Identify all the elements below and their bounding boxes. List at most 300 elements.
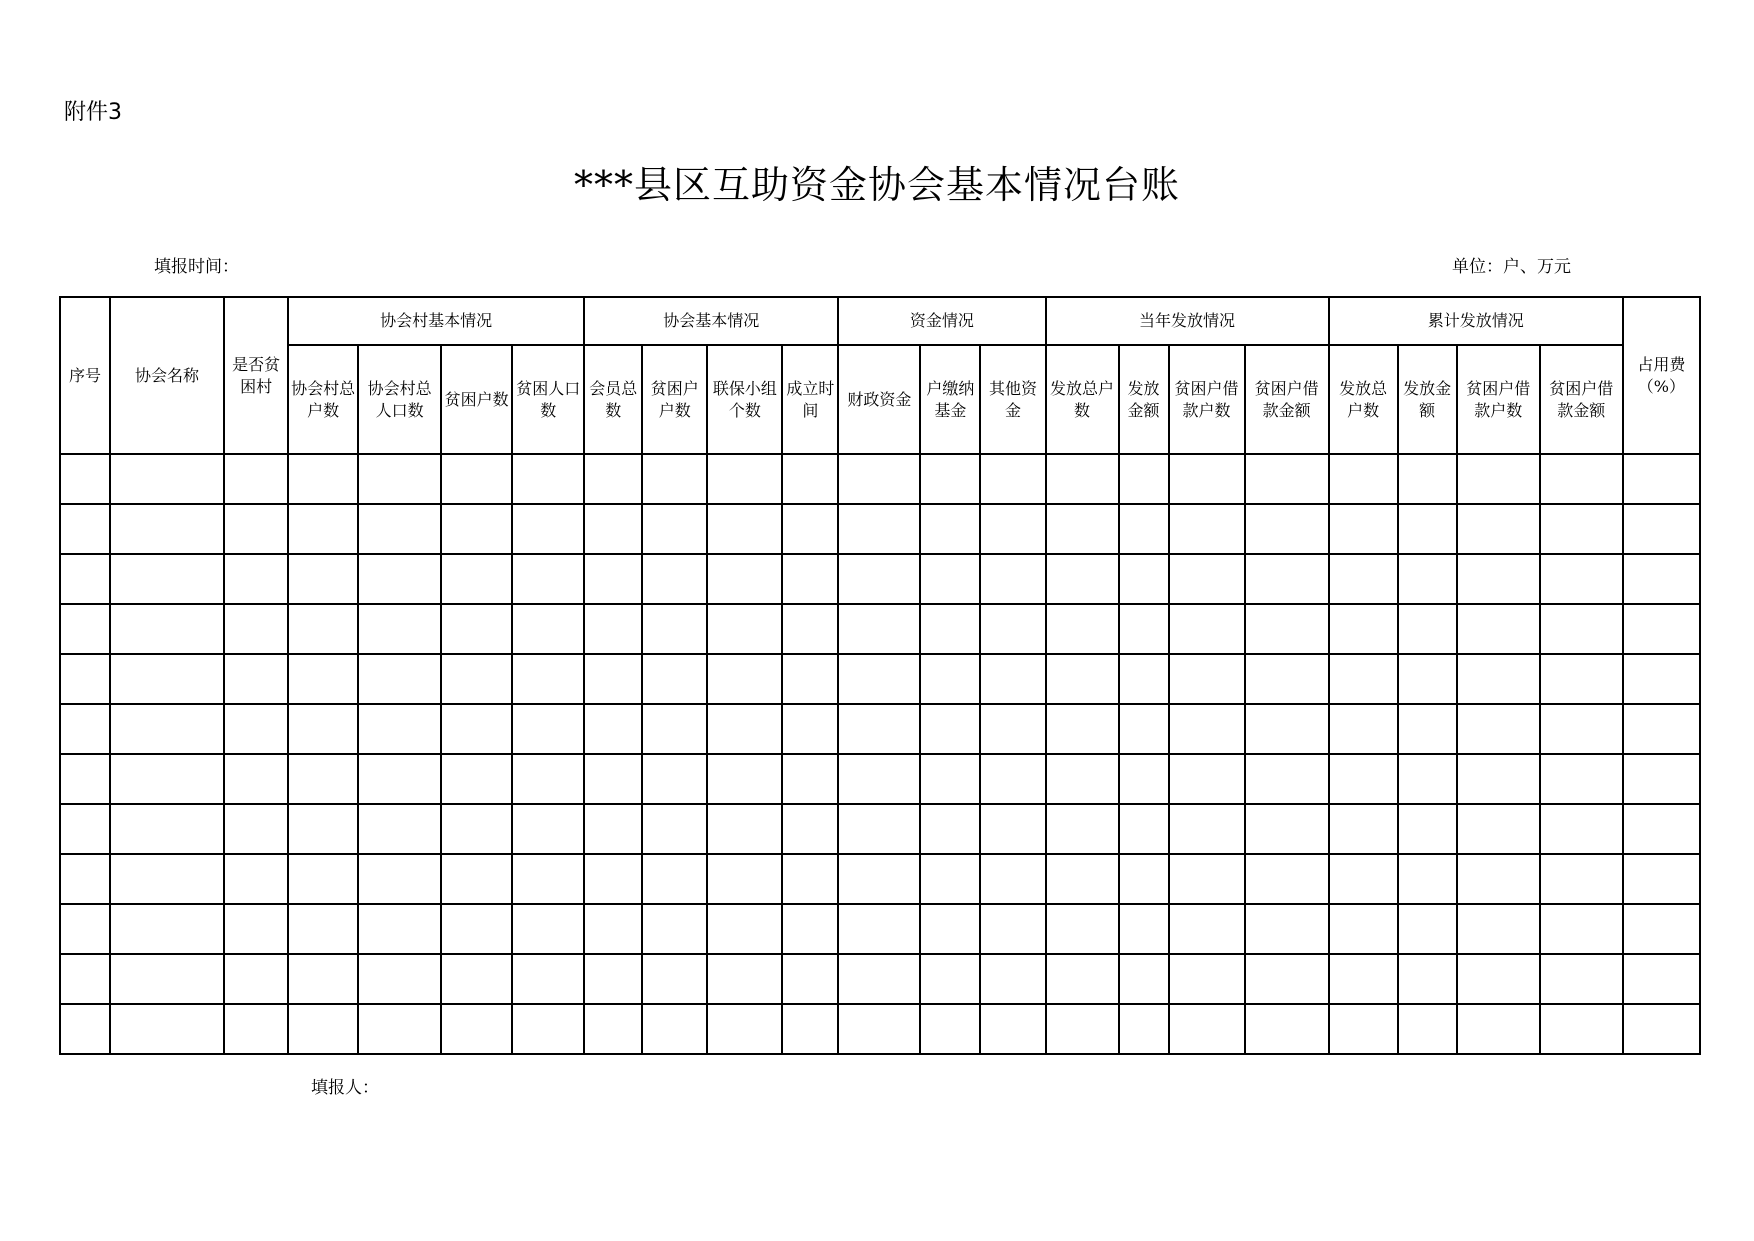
table-cell[interactable]	[707, 904, 782, 954]
table-cell[interactable]	[838, 754, 920, 804]
table-cell[interactable]	[782, 454, 838, 504]
table-cell[interactable]	[1329, 804, 1398, 854]
table-cell[interactable]	[1119, 854, 1169, 904]
table-cell[interactable]	[1245, 454, 1329, 504]
table-cell[interactable]	[1245, 554, 1329, 604]
table-cell[interactable]	[1398, 904, 1457, 954]
table-cell[interactable]	[1046, 604, 1119, 654]
table-cell[interactable]	[1169, 854, 1245, 904]
table-cell[interactable]	[1119, 504, 1169, 554]
table-cell[interactable]	[980, 554, 1045, 604]
table-cell[interactable]	[110, 454, 224, 504]
table-cell[interactable]	[1623, 1004, 1700, 1054]
table-cell[interactable]	[1398, 504, 1457, 554]
table-cell[interactable]	[1457, 454, 1540, 504]
table-cell[interactable]	[1457, 1004, 1540, 1054]
table-cell[interactable]	[838, 954, 920, 1004]
table-cell[interactable]	[1169, 604, 1245, 654]
table-cell[interactable]	[441, 1004, 512, 1054]
col-header: 发放金额	[1119, 345, 1169, 454]
table-cell[interactable]	[838, 554, 920, 604]
group-header-funds: 资金情况	[838, 297, 1045, 345]
table-cell[interactable]	[441, 904, 512, 954]
table-cell[interactable]	[224, 504, 288, 554]
table-cell[interactable]	[1540, 754, 1623, 804]
table-cell[interactable]	[1623, 754, 1700, 804]
table-cell[interactable]	[1398, 854, 1457, 904]
table-cell[interactable]	[707, 654, 782, 704]
table-cell[interactable]	[920, 604, 980, 654]
table-cell[interactable]	[441, 604, 512, 654]
table-cell[interactable]	[1623, 854, 1700, 904]
table-cell[interactable]	[512, 854, 584, 904]
table-cell[interactable]	[642, 804, 707, 854]
table-cell[interactable]	[441, 804, 512, 854]
table-cell[interactable]	[642, 504, 707, 554]
table-cell[interactable]	[1457, 904, 1540, 954]
table-row	[60, 504, 1700, 554]
group-header-cumulative: 累计发放情况	[1329, 297, 1623, 345]
table-cell[interactable]	[1169, 704, 1245, 754]
table-cell[interactable]	[584, 904, 642, 954]
table-cell[interactable]	[782, 704, 838, 754]
table-cell[interactable]	[1329, 1004, 1398, 1054]
table-cell[interactable]	[707, 704, 782, 754]
table-cell[interactable]	[1540, 454, 1623, 504]
table-cell[interactable]	[1245, 854, 1329, 904]
table-cell[interactable]	[512, 654, 584, 704]
fill-time-label: 填报时间：	[154, 257, 239, 277]
table-cell[interactable]	[358, 804, 441, 854]
table-cell[interactable]	[441, 854, 512, 904]
table-cell[interactable]	[920, 854, 980, 904]
table-cell[interactable]	[584, 804, 642, 854]
table-cell[interactable]	[224, 804, 288, 854]
table-cell[interactable]	[980, 1004, 1045, 1054]
table-cell[interactable]	[110, 804, 224, 854]
table-cell[interactable]	[1046, 904, 1119, 954]
table-cell[interactable]	[980, 504, 1045, 554]
table-cell[interactable]	[642, 754, 707, 804]
table-cell[interactable]	[1046, 754, 1119, 804]
table-cell[interactable]	[584, 554, 642, 604]
col-header: 联保小组个数	[707, 345, 782, 454]
table-cell[interactable]	[1245, 654, 1329, 704]
table-cell[interactable]	[288, 704, 358, 754]
table-cell[interactable]	[1457, 854, 1540, 904]
table-cell[interactable]	[512, 604, 584, 654]
table-cell[interactable]	[288, 1004, 358, 1054]
table-cell[interactable]	[512, 954, 584, 1004]
table-cell[interactable]	[110, 554, 224, 604]
table-cell[interactable]	[707, 454, 782, 504]
table-row	[60, 654, 1700, 704]
table-cell[interactable]	[1169, 904, 1245, 954]
table-cell[interactable]	[1329, 904, 1398, 954]
table-cell[interactable]	[1119, 554, 1169, 604]
table-cell[interactable]	[358, 654, 441, 704]
table-cell[interactable]	[1245, 504, 1329, 554]
table-cell[interactable]	[1119, 804, 1169, 854]
table-cell[interactable]	[60, 754, 110, 804]
table-cell[interactable]	[980, 654, 1045, 704]
table-cell[interactable]	[110, 854, 224, 904]
table-cell[interactable]	[920, 904, 980, 954]
table-cell[interactable]	[224, 904, 288, 954]
table-cell[interactable]	[707, 554, 782, 604]
table-cell[interactable]	[1329, 454, 1398, 504]
table-cell[interactable]	[110, 504, 224, 554]
table-cell[interactable]	[1540, 954, 1623, 1004]
table-cell[interactable]	[980, 804, 1045, 854]
table-cell[interactable]	[838, 804, 920, 854]
table-cell[interactable]	[707, 754, 782, 804]
table-cell[interactable]	[512, 1004, 584, 1054]
table-cell[interactable]	[920, 704, 980, 754]
table-cell[interactable]	[288, 954, 358, 1004]
table-cell[interactable]	[60, 604, 110, 654]
table-cell[interactable]	[782, 1004, 838, 1054]
table-cell[interactable]	[358, 854, 441, 904]
table-cell[interactable]	[1169, 1004, 1245, 1054]
table-cell[interactable]	[1119, 604, 1169, 654]
table-cell[interactable]	[1169, 954, 1245, 1004]
table-cell[interactable]	[1457, 554, 1540, 604]
table-cell[interactable]	[584, 504, 642, 554]
table-cell[interactable]	[1398, 604, 1457, 654]
table-cell[interactable]	[584, 604, 642, 654]
table-cell[interactable]	[1046, 504, 1119, 554]
table-cell[interactable]	[1119, 954, 1169, 1004]
table-cell[interactable]	[60, 904, 110, 954]
col-header: 财政资金	[838, 345, 920, 454]
table-cell[interactable]	[1245, 604, 1329, 654]
table-cell[interactable]	[1398, 654, 1457, 704]
table-cell[interactable]	[224, 854, 288, 904]
table-cell[interactable]	[1540, 604, 1623, 654]
table-cell[interactable]	[782, 554, 838, 604]
table-cell[interactable]	[642, 1004, 707, 1054]
table-cell[interactable]	[782, 754, 838, 804]
table-cell[interactable]	[441, 454, 512, 504]
table-cell[interactable]	[110, 704, 224, 754]
table-cell[interactable]	[1623, 904, 1700, 954]
table-cell[interactable]	[288, 554, 358, 604]
table-cell[interactable]	[358, 454, 441, 504]
table-cell[interactable]	[1329, 654, 1398, 704]
table-cell[interactable]	[288, 754, 358, 804]
table-cell[interactable]	[441, 704, 512, 754]
table-cell[interactable]	[1119, 904, 1169, 954]
table-cell[interactable]	[1046, 454, 1119, 504]
table-cell[interactable]	[707, 854, 782, 904]
table-cell[interactable]	[838, 654, 920, 704]
table-cell[interactable]	[1457, 654, 1540, 704]
table-cell[interactable]	[1329, 504, 1398, 554]
table-cell[interactable]	[980, 854, 1045, 904]
table-cell[interactable]	[1623, 454, 1700, 504]
table-cell[interactable]	[642, 704, 707, 754]
table-cell[interactable]	[1245, 954, 1329, 1004]
table-cell[interactable]	[60, 504, 110, 554]
table-cell[interactable]	[512, 454, 584, 504]
table-cell[interactable]	[110, 604, 224, 654]
table-cell[interactable]	[60, 654, 110, 704]
table-cell[interactable]	[782, 904, 838, 954]
table-cell[interactable]	[980, 604, 1045, 654]
table-cell[interactable]	[1540, 1004, 1623, 1054]
table-cell[interactable]	[1623, 604, 1700, 654]
table-cell[interactable]	[224, 454, 288, 504]
table-cell[interactable]	[1119, 1004, 1169, 1054]
table-cell[interactable]	[358, 954, 441, 1004]
table-cell[interactable]	[1540, 854, 1623, 904]
group-header-village: 协会村基本情况	[288, 297, 584, 345]
table-cell[interactable]	[920, 654, 980, 704]
table-cell[interactable]	[920, 1004, 980, 1054]
table-cell[interactable]	[60, 804, 110, 854]
col-header: 贫困户借款户数	[1169, 345, 1245, 454]
table-cell[interactable]	[60, 954, 110, 1004]
table-cell[interactable]	[358, 1004, 441, 1054]
table-row	[60, 854, 1700, 904]
table-cell[interactable]	[584, 954, 642, 1004]
table-cell[interactable]	[1119, 704, 1169, 754]
table-cell[interactable]	[1457, 804, 1540, 854]
table-cell[interactable]	[1623, 554, 1700, 604]
table-cell[interactable]	[838, 604, 920, 654]
table-cell[interactable]	[1245, 904, 1329, 954]
table-cell[interactable]	[512, 504, 584, 554]
table-cell[interactable]	[110, 1004, 224, 1054]
table-cell[interactable]	[838, 904, 920, 954]
table-cell[interactable]	[1540, 704, 1623, 754]
table-cell[interactable]	[1169, 754, 1245, 804]
table-cell[interactable]	[782, 954, 838, 1004]
table-cell[interactable]	[1169, 804, 1245, 854]
table-cell[interactable]	[642, 554, 707, 604]
table-cell[interactable]	[288, 604, 358, 654]
table-cell[interactable]	[1329, 954, 1398, 1004]
table-cell[interactable]	[584, 854, 642, 904]
table-cell[interactable]	[584, 1004, 642, 1054]
table-cell[interactable]	[60, 704, 110, 754]
table-row	[60, 604, 1700, 654]
table-cell[interactable]	[288, 904, 358, 954]
table-cell[interactable]	[441, 954, 512, 1004]
table-cell[interactable]	[1623, 804, 1700, 854]
table-cell[interactable]	[110, 904, 224, 954]
table-cell[interactable]	[110, 954, 224, 1004]
table-cell[interactable]	[288, 804, 358, 854]
table-cell[interactable]	[1398, 704, 1457, 754]
col-header: 会员总数	[584, 345, 642, 454]
table-cell[interactable]	[110, 654, 224, 704]
table-cell[interactable]	[441, 504, 512, 554]
table-cell[interactable]	[707, 1004, 782, 1054]
table-cell[interactable]	[358, 604, 441, 654]
table-cell[interactable]	[1623, 704, 1700, 754]
table-cell[interactable]	[1398, 454, 1457, 504]
table-cell[interactable]	[1119, 754, 1169, 804]
table-cell[interactable]	[707, 604, 782, 654]
table-cell[interactable]	[1398, 954, 1457, 1004]
table-cell[interactable]	[1329, 854, 1398, 904]
table-cell[interactable]	[782, 804, 838, 854]
table-cell[interactable]	[512, 804, 584, 854]
table-cell[interactable]	[1245, 704, 1329, 754]
table-cell[interactable]	[1623, 954, 1700, 1004]
table-cell[interactable]	[1540, 554, 1623, 604]
table-cell[interactable]	[1046, 854, 1119, 904]
table-cell[interactable]	[1169, 454, 1245, 504]
table-cell[interactable]	[1245, 754, 1329, 804]
table-cell[interactable]	[224, 604, 288, 654]
table-cell[interactable]	[1540, 804, 1623, 854]
table-cell[interactable]	[1046, 554, 1119, 604]
table-cell[interactable]	[1398, 1004, 1457, 1054]
table-cell[interactable]	[642, 854, 707, 904]
col-header: 贫困户户数	[642, 345, 707, 454]
table-cell[interactable]	[512, 704, 584, 754]
table-cell[interactable]	[1457, 604, 1540, 654]
table-cell[interactable]	[60, 854, 110, 904]
table-cell[interactable]	[512, 554, 584, 604]
table-cell[interactable]	[1046, 1004, 1119, 1054]
table-cell[interactable]	[642, 954, 707, 1004]
table-cell[interactable]	[224, 654, 288, 704]
table-cell[interactable]	[1329, 704, 1398, 754]
table-cell[interactable]	[1169, 504, 1245, 554]
table-cell[interactable]	[224, 554, 288, 604]
table-cell[interactable]	[1245, 1004, 1329, 1054]
table-cell[interactable]	[1169, 654, 1245, 704]
table-cell[interactable]	[707, 954, 782, 1004]
table-cell[interactable]	[358, 754, 441, 804]
table-cell[interactable]	[60, 554, 110, 604]
table-cell[interactable]	[1398, 804, 1457, 854]
col-header: 贫困户借款户数	[1457, 345, 1540, 454]
table-cell[interactable]	[1540, 904, 1623, 954]
table-cell[interactable]	[358, 904, 441, 954]
table-cell[interactable]	[838, 854, 920, 904]
table-cell[interactable]	[512, 904, 584, 954]
table-cell[interactable]	[838, 704, 920, 754]
table-cell[interactable]	[1457, 504, 1540, 554]
table-cell[interactable]	[782, 504, 838, 554]
table-cell[interactable]	[980, 754, 1045, 804]
table-cell[interactable]	[920, 954, 980, 1004]
table-cell[interactable]	[60, 454, 110, 504]
table-cell[interactable]	[707, 804, 782, 854]
table-cell[interactable]	[441, 554, 512, 604]
table-cell[interactable]	[980, 704, 1045, 754]
table-cell[interactable]	[358, 704, 441, 754]
table-cell[interactable]	[1623, 504, 1700, 554]
table-cell[interactable]	[288, 854, 358, 904]
table-cell[interactable]	[1119, 654, 1169, 704]
col-header: 贫困户借款金额	[1540, 345, 1623, 454]
table-cell[interactable]	[1457, 754, 1540, 804]
table-row	[60, 454, 1700, 504]
col-header: 发放总户数	[1329, 345, 1398, 454]
table-cell[interactable]	[1169, 554, 1245, 604]
table-cell[interactable]	[642, 604, 707, 654]
table-cell[interactable]	[920, 504, 980, 554]
table-cell[interactable]	[288, 654, 358, 704]
table-cell[interactable]	[1329, 754, 1398, 804]
table-cell[interactable]	[1540, 654, 1623, 704]
table-cell[interactable]	[512, 754, 584, 804]
table-cell[interactable]	[584, 654, 642, 704]
table-cell[interactable]	[288, 454, 358, 504]
table-cell[interactable]	[358, 504, 441, 554]
table-row	[60, 554, 1700, 604]
table-cell[interactable]	[441, 754, 512, 804]
group-header-association: 协会基本情况	[584, 297, 838, 345]
table-cell[interactable]	[441, 654, 512, 704]
table-cell[interactable]	[642, 654, 707, 704]
table-cell[interactable]	[1540, 504, 1623, 554]
table-cell[interactable]	[1398, 554, 1457, 604]
ledger-table	[59, 296, 1701, 1055]
table-cell[interactable]	[288, 504, 358, 554]
table-cell[interactable]	[584, 704, 642, 754]
table-cell[interactable]	[1046, 654, 1119, 704]
table-cell[interactable]	[60, 1004, 110, 1054]
table-cell[interactable]	[224, 954, 288, 1004]
col-header: 贫困户数	[441, 345, 512, 454]
table-cell[interactable]	[224, 704, 288, 754]
table-cell[interactable]	[1623, 654, 1700, 704]
table-cell[interactable]	[642, 454, 707, 504]
table-cell[interactable]	[920, 554, 980, 604]
table-cell[interactable]	[920, 754, 980, 804]
table-cell[interactable]	[1245, 804, 1329, 854]
table-cell[interactable]	[980, 454, 1045, 504]
table-cell[interactable]	[1046, 954, 1119, 1004]
table-cell[interactable]	[642, 904, 707, 954]
table-cell[interactable]	[224, 754, 288, 804]
page-title: ***县区互助资金协会基本情况台账	[573, 163, 1180, 207]
table-cell[interactable]	[1046, 704, 1119, 754]
table-cell[interactable]	[1329, 604, 1398, 654]
table-cell[interactable]	[838, 454, 920, 504]
table-cell[interactable]	[707, 504, 782, 554]
table-cell[interactable]	[1046, 804, 1119, 854]
table-cell[interactable]	[838, 1004, 920, 1054]
table-cell[interactable]	[1457, 704, 1540, 754]
table-cell[interactable]	[1119, 454, 1169, 504]
table-cell[interactable]	[838, 504, 920, 554]
table-cell[interactable]	[1457, 954, 1540, 1004]
table-cell[interactable]	[1398, 754, 1457, 804]
table-cell[interactable]	[110, 754, 224, 804]
table-cell[interactable]	[782, 604, 838, 654]
table-cell[interactable]	[920, 454, 980, 504]
ledger-body	[60, 454, 1700, 1054]
table-cell[interactable]	[782, 854, 838, 904]
table-cell[interactable]	[224, 1004, 288, 1054]
table-cell[interactable]	[584, 454, 642, 504]
table-cell[interactable]	[358, 554, 441, 604]
table-cell[interactable]	[1329, 554, 1398, 604]
table-cell[interactable]	[584, 754, 642, 804]
table-cell[interactable]	[980, 954, 1045, 1004]
table-cell[interactable]	[920, 804, 980, 854]
table-cell[interactable]	[782, 654, 838, 704]
table-cell[interactable]	[980, 904, 1045, 954]
